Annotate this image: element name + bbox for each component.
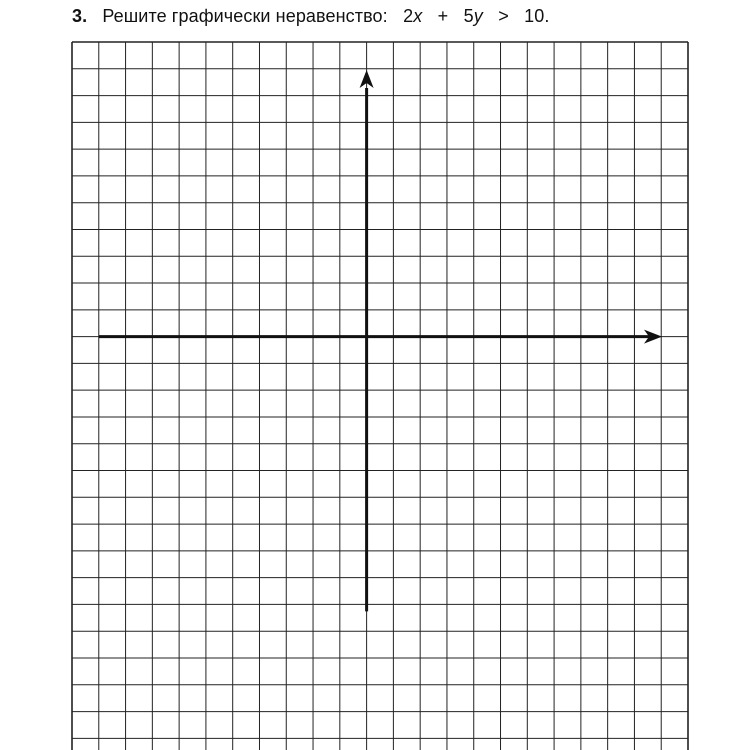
task-prompt: Решите графически неравенство:	[102, 6, 388, 26]
inequality-var-y: y	[473, 6, 483, 26]
coordinate-axes	[99, 70, 662, 611]
inequality-rhs: 10.	[524, 6, 550, 26]
task-number: 3.	[72, 6, 88, 26]
grid-lines	[72, 42, 688, 750]
inequality-relation: >	[498, 6, 509, 26]
inequality-plus: +	[437, 6, 449, 26]
inequality-var-x: x	[413, 6, 423, 26]
inequality-coef-y: 5	[463, 6, 474, 26]
inequality-coef-x: 2	[403, 6, 414, 26]
